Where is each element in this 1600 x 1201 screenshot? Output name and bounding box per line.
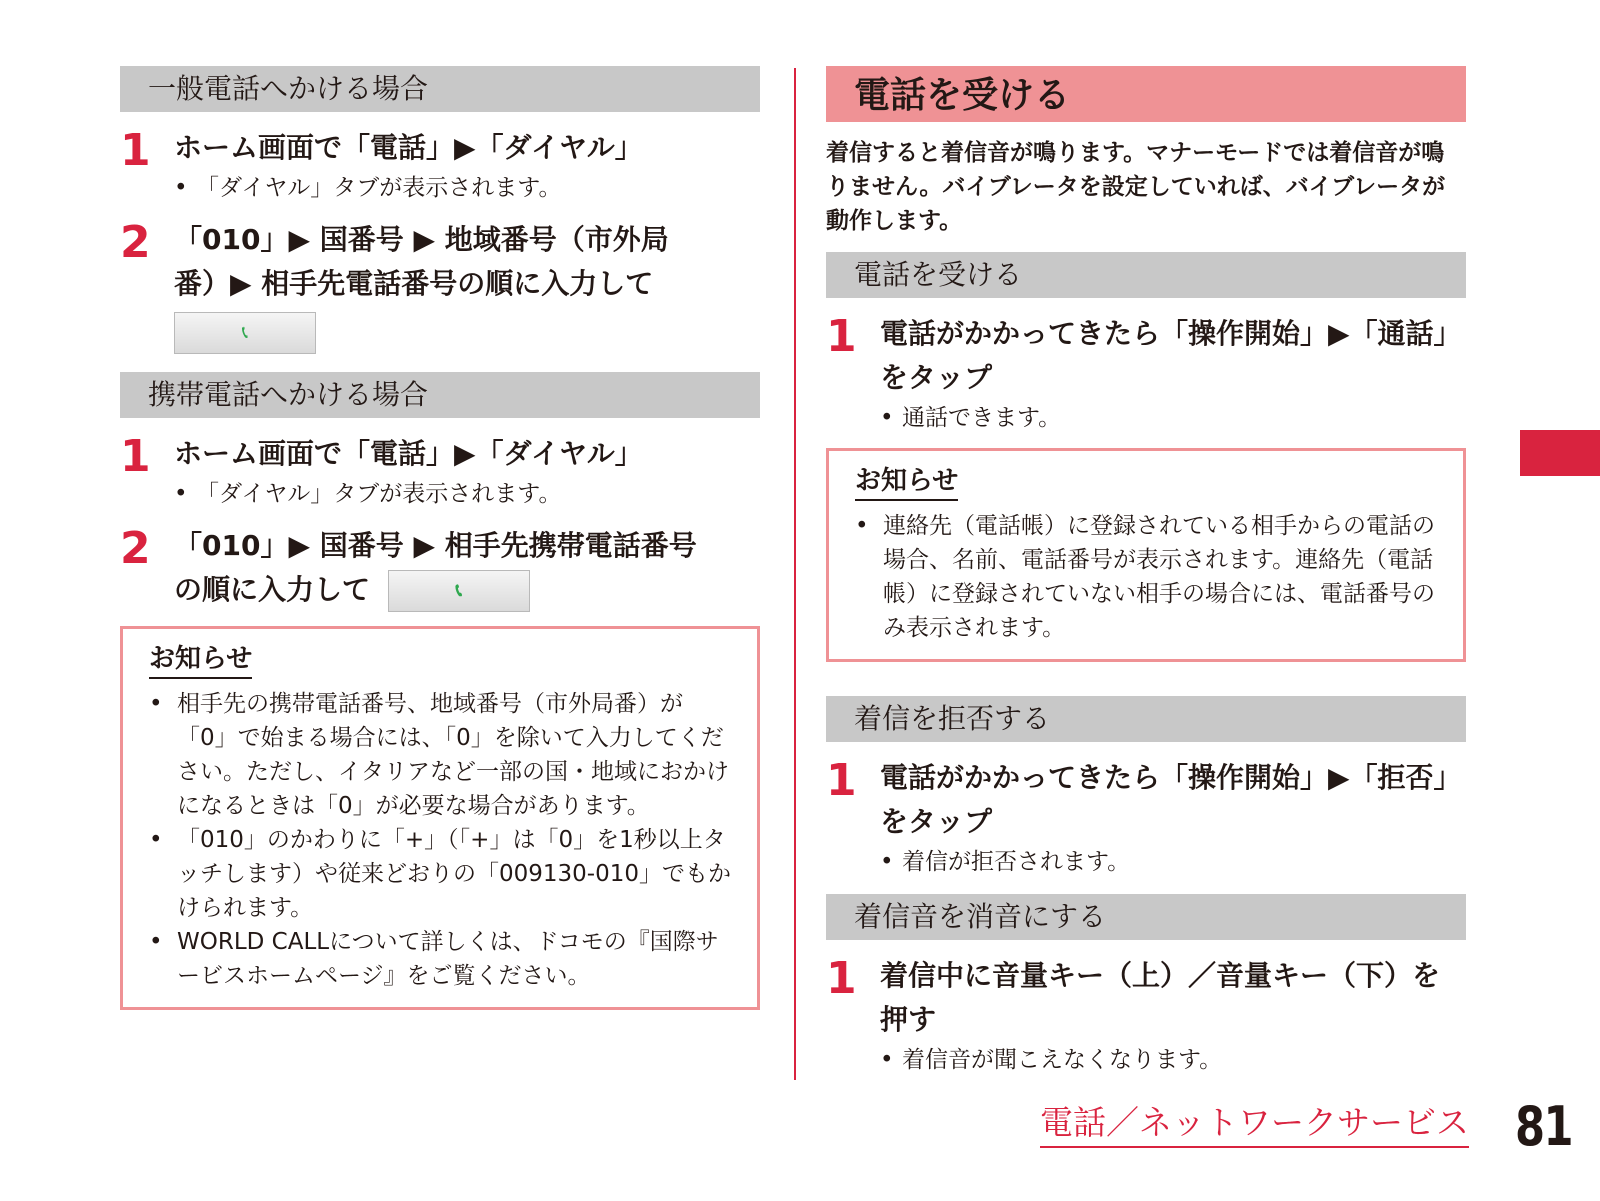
list-item: • WORLD CALLについて詳しくは、ドコモの『国際サービスホームページ』をご覧ください。 bbox=[149, 929, 719, 989]
notice-list bbox=[149, 687, 731, 993]
call-button[interactable] bbox=[174, 312, 316, 354]
step-1 bbox=[826, 756, 1466, 878]
section-heading: 着信音を消音にする bbox=[826, 894, 1466, 940]
step-1 bbox=[826, 312, 1466, 434]
call-button[interactable] bbox=[388, 570, 530, 612]
step-note: • 着信が拒否されます。 bbox=[880, 849, 1131, 875]
step-1 bbox=[120, 126, 760, 204]
intro-text: 着信すると着信音が鳴ります。マナーモードでは着信音が鳴りません。バイブレータを設定していれば、バイブレータが動作します。 bbox=[826, 140, 1446, 234]
step-note: • 「ダイヤル」タブが表示されます。 bbox=[174, 481, 562, 507]
notice-title: お知らせ bbox=[149, 641, 252, 679]
step-number: 1 bbox=[120, 125, 151, 176]
step-note: • 「ダイヤル」タブが表示されます。 bbox=[174, 175, 562, 201]
step-text-line1: 「010」▶ 国番号 ▶ 地域番号（市外局 bbox=[174, 223, 669, 256]
step-text-line1: 「010」▶ 国番号 ▶ 相手先携帯電話番号 bbox=[174, 529, 697, 562]
page-number: 81 bbox=[1515, 1095, 1572, 1158]
notice-list bbox=[855, 509, 1437, 645]
right-column bbox=[826, 66, 1466, 1076]
step-note: • 通話できます。 bbox=[880, 405, 1062, 431]
step-number: 2 bbox=[120, 217, 151, 268]
notice-title: お知らせ bbox=[855, 463, 958, 501]
step-2 bbox=[120, 524, 760, 612]
step-1 bbox=[826, 954, 1466, 1076]
list-item: • 連絡先（電話帳）に登録されている相手からの電話の場合、名前、電話番号が表示されます。連絡先（電話帳）に登録されていない相手の場合には、電話番号のみ表示されます。 bbox=[855, 513, 1435, 641]
chapter-link[interactable]: 電話／ネットワークサービス bbox=[1040, 1100, 1469, 1148]
step-number: 1 bbox=[826, 953, 857, 1004]
step-number: 1 bbox=[120, 431, 151, 482]
list-item: • 相手先の携帯電話番号、地域番号（市外局番）が「0」で始まる場合には、「0」を除いて入力してください。ただし、イタリアなど一部の国・地域におかけになるときは「0」が必要な場合があります。 bbox=[149, 691, 729, 819]
section-heading: 携帯電話へかける場合 bbox=[120, 372, 760, 418]
step-2 bbox=[120, 218, 760, 354]
page-title: 電話を受ける bbox=[826, 66, 1466, 122]
phone-handset-icon: 📞︎ bbox=[241, 322, 249, 343]
column-divider bbox=[794, 68, 796, 1080]
phone-handset-icon: 📞︎ bbox=[455, 580, 462, 601]
list-item: • 「010」のかわりに「+」（「+」は「0」を1秒以上タッチします）や従来どおりの「009130-010」でもかけられます。 bbox=[149, 827, 731, 921]
step-text: 電話がかかってきたら「操作開始」▶「通話」をタップ bbox=[880, 317, 1462, 394]
step-number: 2 bbox=[120, 523, 151, 574]
step-text-line2: 番）▶ 相手先電話番号の順に入力して bbox=[174, 267, 654, 300]
step-text: 電話がかかってきたら「操作開始」▶「拒否」をタップ bbox=[880, 761, 1462, 838]
step-text: ホーム画面で「電話」▶「ダイヤル」 bbox=[174, 131, 643, 164]
step-1 bbox=[120, 432, 760, 510]
step-number: 1 bbox=[826, 311, 857, 362]
step-note: • 着信音が聞こえなくなります。 bbox=[880, 1047, 1223, 1073]
step-text-line2: の順に入力して 📞︎ bbox=[174, 568, 760, 612]
chapter-index-tab bbox=[1520, 430, 1600, 476]
section-heading: 一般電話へかける場合 bbox=[120, 66, 760, 112]
step-number: 1 bbox=[826, 755, 857, 806]
notice-box bbox=[826, 448, 1466, 662]
section-heading: 着信を拒否する bbox=[826, 696, 1466, 742]
step-text: ホーム画面で「電話」▶「ダイヤル」 bbox=[174, 437, 643, 470]
step-text: 着信中に音量キー（上）／音量キー（下）を押す bbox=[880, 959, 1441, 1036]
left-column bbox=[120, 66, 760, 1010]
notice-box bbox=[120, 626, 760, 1010]
section-heading: 電話を受ける bbox=[826, 252, 1466, 298]
